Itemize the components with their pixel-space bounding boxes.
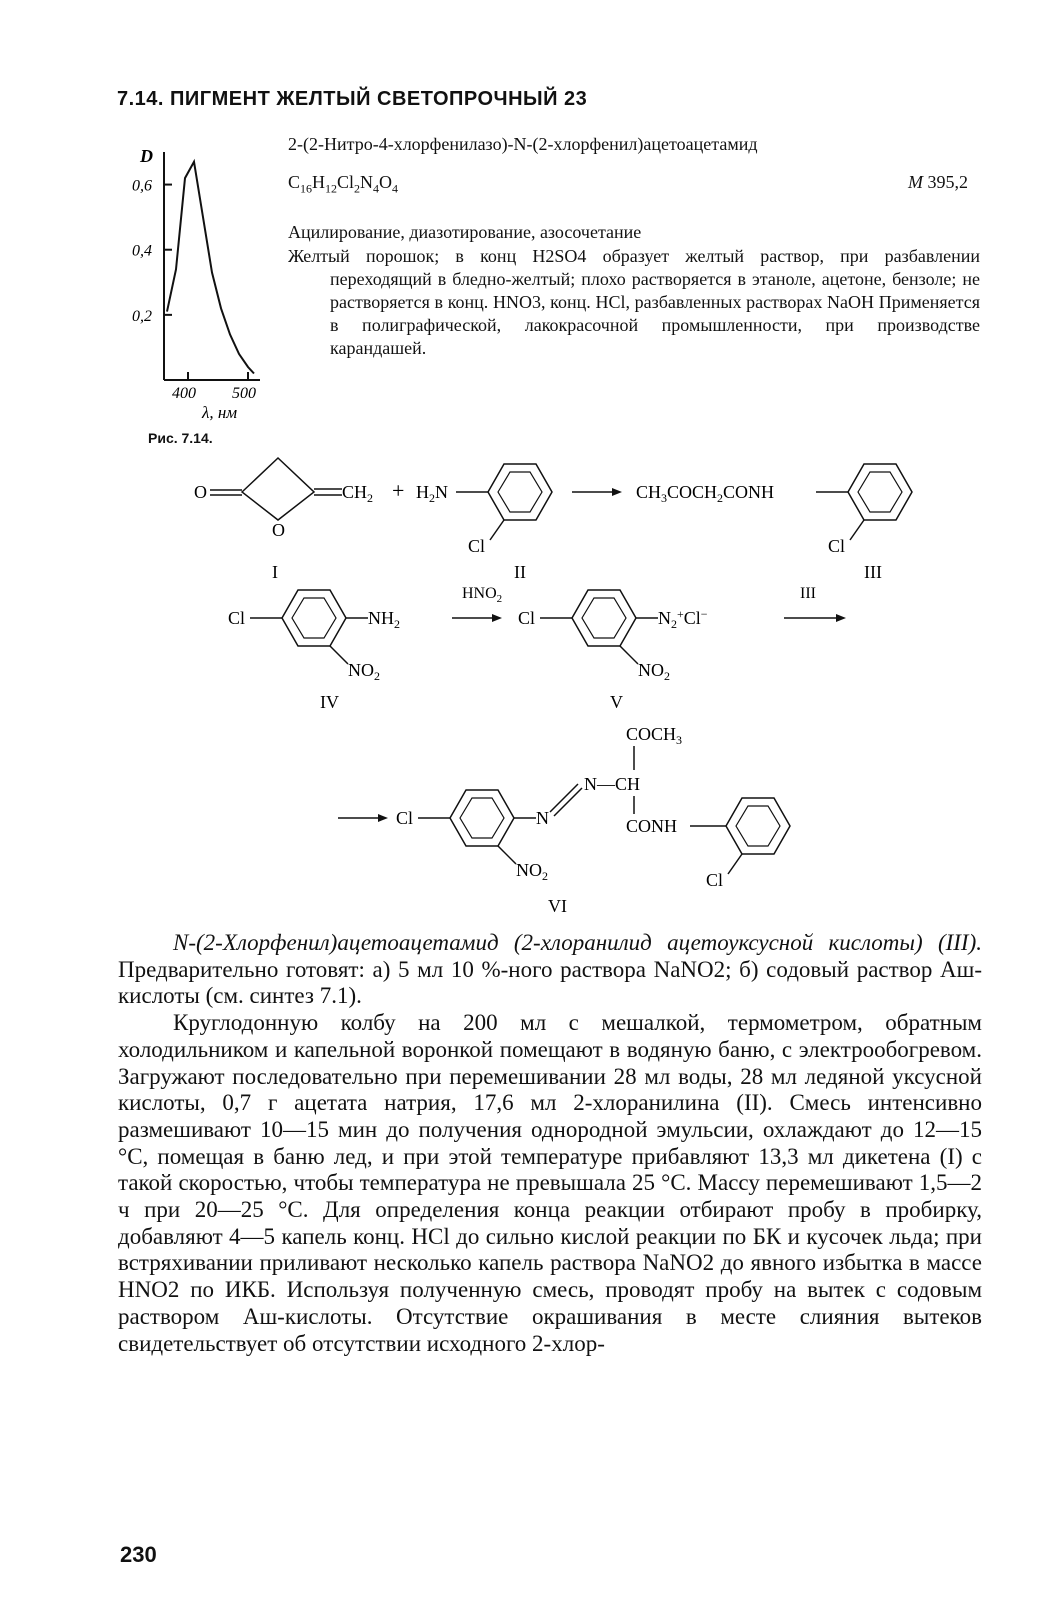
reagent-hno2: $HNO_2$ — [462, 585, 503, 605]
benzene-ring-iii — [816, 464, 912, 556]
reagent-iii: III — [800, 585, 816, 602]
compound-description — [288, 245, 980, 360]
cl-v: Cl — [518, 608, 536, 628]
main-text — [118, 930, 982, 1357]
label-vi: VI — [548, 896, 567, 916]
label-ii: II — [514, 562, 526, 582]
azo-n2: N—CH — [584, 774, 641, 794]
y-tick-label: 0,2 — [132, 307, 152, 325]
page-number: 230 — [120, 1542, 157, 1567]
mass-prefix: M — [908, 172, 923, 192]
conh-text: CONH — [626, 816, 678, 836]
synthesis-methods: Ацилирование, диазотирование, азосочетание — [288, 222, 642, 242]
diazonium-text: $N_2^+Cl^-$ — [658, 607, 708, 631]
description-text: Желтый порошок; в конц H2SO4 образует желтый раствор, при разбавлении переходящий в бледно-желтый; плохо растворяется в этаноле, ацетоне, бензоле; не растворяется в конц. HNO3, конц. HCl, разбавленных растворах NaOH Применяется в полиграфической, лакокрасочной промышленности, при производстве карандашей. — [288, 246, 980, 358]
cl-vi: Cl — [396, 808, 414, 828]
compound-name: 2-(2-Нитро-4-хлорфенилазо)-N-(2-хлорфенил)ацетоацетамид — [288, 134, 758, 154]
absorption-spectrum-chart — [130, 140, 290, 430]
reaction-scheme — [180, 440, 940, 920]
cl-iv: Cl — [228, 608, 246, 628]
molar-mass — [908, 172, 968, 193]
carbonyl-o: O — [194, 482, 207, 502]
product-iii-text: $CH_3COCH_2CONH$ — [636, 482, 775, 505]
paragraph-2: Круглодонную колбу на 200 мл с мешалкой, термометром, обратным холодильником и капельной воронкой помещают в водяную баню, с электрообогревом. Загружают последовательно при перемешивании 28 мл воды, 28 мл ледяной уксусной кислоты, 0,7 г ацетата натрия, 17,6 мл 2-хлоранилина (II). Смесь интенсивно размешивают 10—15 мин до получения однородной эмульсии, охлаждают до 12—15 °С, помещая в баню лед, и при этой температуре прибавляют 13,3 мл дикетена (I) с такой скоростью, чтобы температура не превышала 25 °С. Массу перемешивают 1,5—2 ч при 20—25 °С. Для определения конца реакции отбирают пробу в пробирку, добавляют 4—5 капель конц. HCl до сильно кислой реакции по БК и кусочек льда; при встряхивании приливают несколько капель раствора NaNO2 до явного избытка в массе HNO2 по ИКБ. Используя полученную смесь, проводят пробу на вытек с содовым раствором Аш-кислоты. Отсутствие окрашивания в месте слияния вытеков свидетельствует об отсутствии исходного 2-хлор- — [118, 1010, 982, 1356]
y-tick-label: 0,6 — [132, 177, 152, 195]
plus-sign: + — [392, 478, 405, 503]
x-tick-label: 500 — [232, 385, 256, 402]
no2-vi: $NO_2$ — [516, 860, 548, 883]
spectrum-series-line — [167, 162, 254, 374]
paragraph-1-italic: N-(2-Хлорфенил)ацетоацетамид (2-хлоранилид ацетоуксусной кислоты) (III). — [173, 930, 982, 955]
mass-value: 395,2 — [927, 172, 968, 192]
benzene-ring-ii — [456, 464, 552, 556]
figure-caption: Рис. 7.14. — [148, 430, 213, 446]
cl-ii: Cl — [468, 536, 486, 556]
ch2-text: $CH_2$ — [342, 482, 374, 505]
x-ticks — [172, 372, 256, 402]
x-tick-label: 400 — [172, 385, 196, 402]
ring-o: O — [272, 520, 285, 540]
azo-n1: N — [536, 808, 549, 828]
label-iv: IV — [320, 692, 339, 712]
molecular-formula: $C_{16}H_{12}Cl_2N_4O_4$ — [288, 172, 399, 196]
section-title: 7.14. ПИГМЕНТ ЖЕЛТЫЙ СВЕТОПРОЧНЫЙ 23 — [117, 88, 588, 110]
paragraph-1-rest: Предварительно готовят: а) 5 мл 10 %-ного раствора NaNO2; б) содовый раствор Аш-кислоты (см. синтез 7.1). — [118, 956, 982, 1009]
paragraph-1 — [118, 930, 982, 1010]
y-axis-label: D — [140, 146, 153, 166]
x-axis-label: λ, нм — [202, 403, 238, 422]
label-iii: III — [864, 562, 882, 582]
no2-v: $NO_2$ — [638, 660, 670, 683]
y-tick-label: 0,4 — [132, 242, 152, 260]
diketene-structure — [194, 458, 373, 540]
coch3-text: $COCH_3$ — [626, 724, 683, 747]
no2-iv: $NO_2$ — [348, 660, 380, 683]
cl-vi-b: Cl — [706, 870, 724, 890]
label-v: V — [610, 692, 623, 712]
h2n-text: $H_2N$ — [416, 482, 448, 505]
y-ticks — [132, 178, 172, 325]
cl-iii: Cl — [828, 536, 846, 556]
nh2-text: $NH_2$ — [368, 608, 400, 631]
label-i: I — [272, 562, 278, 582]
